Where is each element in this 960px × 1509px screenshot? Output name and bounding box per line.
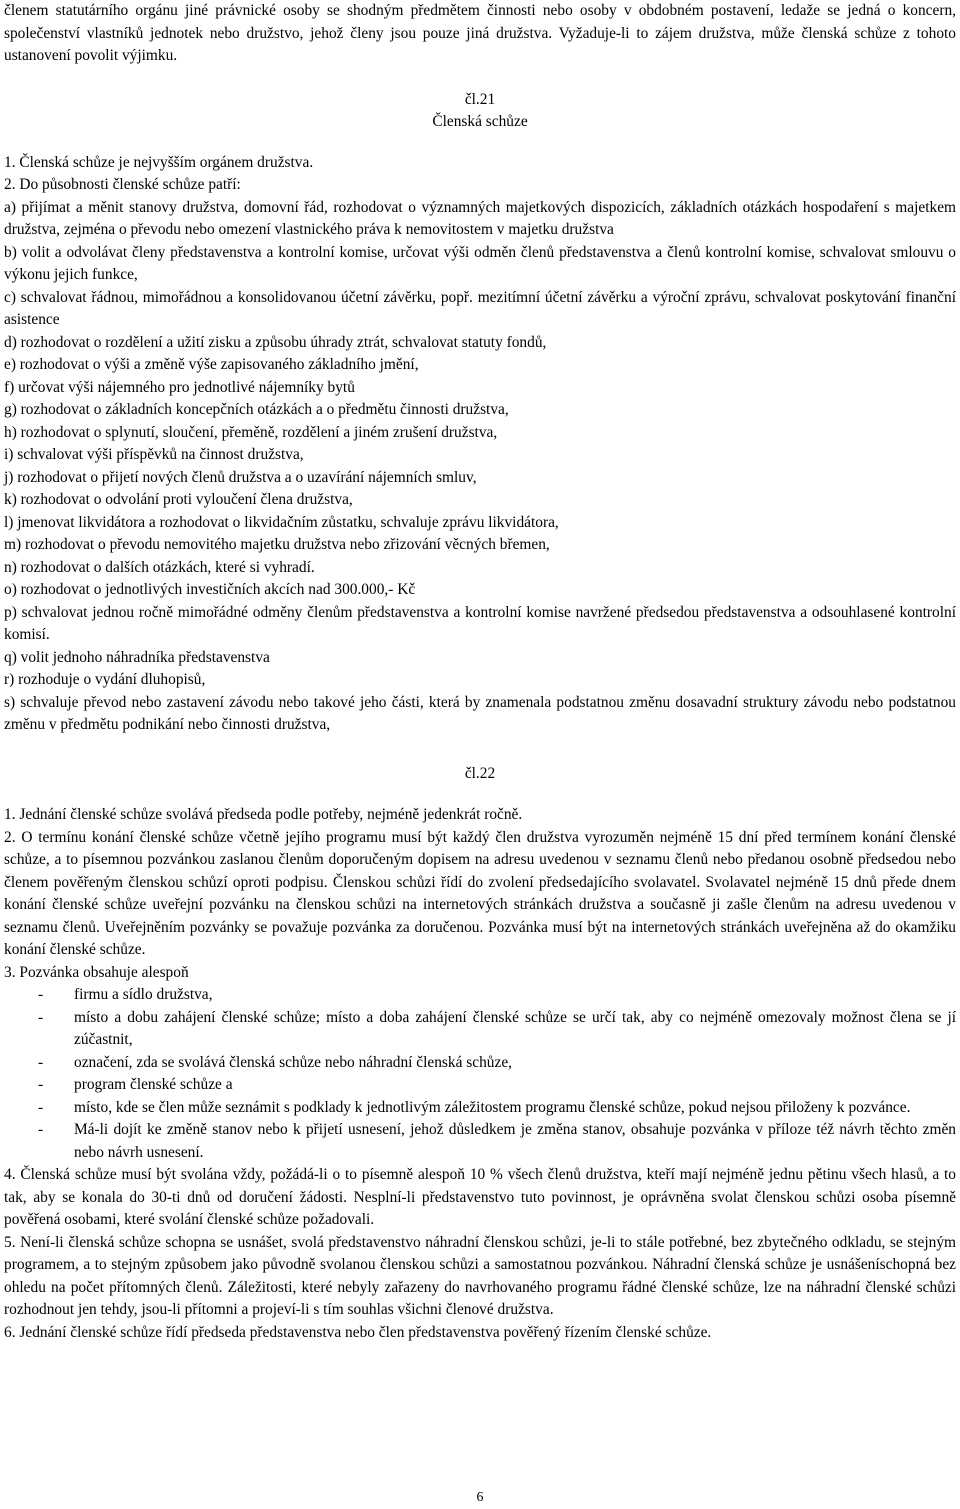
document-page bbox=[4, 0, 956, 1344]
list-item bbox=[4, 1119, 956, 1164]
list-item: e) rozhodovat o výši a změně výše zapisovaného základního jmění, bbox=[4, 356, 419, 373]
art21-paragraph-1: 1. Členská schůze je nejvyšším orgánem družstva. bbox=[4, 153, 314, 171]
list-item: h) rozhodovat o splynutí, sloučení, přeměně, rozdělení a jiném zrušení družstva, bbox=[4, 423, 498, 441]
bullet-dash: - bbox=[38, 1053, 44, 1071]
art21-paragraph-2: 2. Do působnosti členské schůze patří: bbox=[4, 176, 241, 193]
article-21-title: Členská schůze bbox=[432, 113, 528, 130]
art22-paragraph-5: 5. Není-li členská schůze schopna se usnášet, svolá představenstvo náhradní členskou schůzi, je-li to stále potřebné, bez zbytečného odkladu, se stejným programem, a to stejným způsobem jako původně svolanou členskou schůzi a samostatnou pozvánkou. Náhradní členská schůze je usnášeníschopná bez ohledu na počet přítomných členů. Záležitosti, které nebyly zařazeny do navrhovaného programu řádné členské schůze, lze na náhradní členské schůzi rozhodnout jen tehdy, jsou-li přítomni a projeví-li s tím souhlas všichni členové družstva. bbox=[4, 1233, 956, 1318]
intro-paragraph: členem statutárního orgánu jiné právnické osoby se shodným předmětem činnosti nebo osoby v obdobném postavení, ledaže se jedná o koncern, společenství vlastníků jednotek nebo družstvo, jehož členy jsou pouze jiná družstva. Vyžaduje-li to zájem družstva, může členská schůze z tohoto ustanovení povolit výjimku. bbox=[4, 2, 956, 64]
list-item-text: místo, kde se člen může seznámit s podklady k jednotlivým záležitostem programu členské schůze, pokud nejsou přiloženy k pozvánce. bbox=[74, 1098, 911, 1116]
list-item: f) určovat výši nájemného pro jednotlivé nájemníky bytů bbox=[4, 378, 355, 396]
list-item-text: firmu a sídlo družstva, bbox=[74, 986, 213, 1003]
list-item: s) schvaluje převod nebo zastavení závodu nebo takové jeho části, která by znamenala podstatnou změnu dosavadní struktury závodu nebo podstatnou změnu v předmětu podnikání nebo činnosti družstva, bbox=[4, 693, 956, 733]
list-item bbox=[4, 984, 956, 1007]
list-item bbox=[4, 1074, 956, 1097]
bullet-dash: - bbox=[38, 1098, 44, 1116]
article-21-number: čl.21 bbox=[464, 90, 496, 108]
list-item-text: Má-li dojít ke změně stanov nebo k přijetí usnesení, jehož důsledkem je změna stanov, obsahuje pozvánka v příloze též návrh těchto změn nebo návrh usnesení. bbox=[74, 1121, 956, 1161]
list-item-text: místo a dobu zahájení členské schůze; místo a doba zahájení členské schůze se určí tak, aby co nejméně omezovaly možnost člena se jí zúčastnit, bbox=[74, 1008, 956, 1048]
art21-powers-list bbox=[4, 197, 956, 737]
bullet-dash: - bbox=[38, 1121, 44, 1138]
bullet-dash: - bbox=[38, 1008, 44, 1026]
page-number: 6 bbox=[476, 1490, 484, 1505]
list-item-text: program členské schůze a bbox=[74, 1076, 233, 1093]
art22-paragraph-4: 4. Členská schůze musí být svolána vždy, požádá-li o to písemně alespoň 10 % všech členů družstva, kteří mají nejméně jednu pětinu všech hlasů, a to tak, aby se konala do 30-ti dnů od doručení žádosti. Nesplní-li představenstvo tuto povinnost, je oprávněna svolat členskou schůzi osoba písemně pověřená osobami, které svolání členské schůze požadovali. bbox=[4, 1166, 956, 1228]
list-item: j) rozhodovat o přijetí nových členů družstva a o uzavírání nájemních smluv, bbox=[4, 468, 477, 486]
list-item: r) rozhoduje o vydání dluhopisů, bbox=[4, 671, 206, 688]
list-item bbox=[4, 1097, 956, 1120]
list-item: q) volit jednoho náhradníka představenstva bbox=[4, 648, 270, 666]
list-item: m) rozhodovat o převodu nemovitého majetku družstva nebo zřizování věcných břemen, bbox=[4, 536, 550, 553]
list-item: o) rozhodovat o jednotlivých investičních akcích nad 300.000,- Kč bbox=[4, 581, 416, 598]
article-22-number: čl.22 bbox=[464, 764, 496, 782]
list-item-text: označení, zda se svolává členská schůze nebo náhradní členská schůze, bbox=[74, 1053, 513, 1071]
invitation-contents-list bbox=[4, 984, 956, 1164]
list-item: b) volit a odvolávat členy představenstva a kontrolní komise, určovat výši odměn členů představenstva a členů kontrolní komise, schvalovat smlouvu o výkonu jejich funkce, bbox=[4, 243, 956, 283]
list-item: i) schvalovat výši příspěvků na činnost družstva, bbox=[4, 446, 304, 463]
bullet-dash: - bbox=[38, 986, 44, 1003]
list-item: p) schvalovat jednou ročně mimořádné odměny členům představenstva a kontrolní komise navržené předsedou představenstva a odsouhlasené kontrolní komisí. bbox=[4, 603, 956, 643]
list-item: d) rozhodovat o rozdělení a užití zisku a způsobu úhrady ztrát, schvalovat statuty fondů, bbox=[4, 333, 547, 351]
art22-paragraph-1: 1. Jednání členské schůze svolává předseda podle potřeby, nejméně jedenkrát ročně. bbox=[4, 806, 523, 823]
list-item: l) jmenovat likvidátora a rozhodovat o likvidačním zůstatku, schvaluje zprávu likvidátora, bbox=[4, 513, 559, 531]
art22-paragraph-6: 6. Jednání členské schůze řídí předseda představenstva nebo člen představenstva pověřený řízením členské schůze. bbox=[4, 1323, 712, 1341]
art22-paragraph-2: 2. O termínu konání členské schůze včetně jejího programu musí být každý člen družstva vyrozuměn nejméně 15 dní před termínem konání členské schůze, a to písemnou pozvánkou zaslanou členům doporučeným dopisem na adresu uvedenou v seznamu členů nebo předanou osobně předsedou nebo členem pověřeným členskou schůzí oproti podpisu. Členskou schůzi řídí do zvolení předsedajícího svolavatel. Svolavatel nejméně 15 dnů přede dnem konání členské schůze uveřejní pozvánku na členskou schůzi na internetových stránkách družstva a současně ji zašle členům na adresu uvedenou v seznamu členů. Uveřejněním pozvánky se považuje pozvánka za doručenou. Pozvánka musí být na internetových stránkách uveřejněna až do okamžiku konání členské schůze. bbox=[4, 828, 956, 958]
list-item bbox=[4, 1052, 956, 1075]
list-item: c) schvalovat řádnou, mimořádnou a konsolidovanou účetní závěrku, popř. mezitímní účetní závěrku a výroční zprávu, schvalovat poskytování finanční asistence bbox=[4, 288, 956, 328]
list-item: n) rozhodovat o dalších otázkách, které si vyhradí. bbox=[4, 558, 315, 576]
list-item: g) rozhodovat o základních koncepčních otázkách a o předmětu činnosti družstva, bbox=[4, 401, 509, 418]
art22-paragraph-3: 3. Pozvánka obsahuje alespoň bbox=[4, 963, 189, 981]
list-item: a) přijímat a měnit stanovy družstva, domovní řád, rozhodovat o významných majetkových dispozicích, základních otázkách hospodaření s majetkem družstva, zejména o převodu nebo omezení vlastnického práva k nemovitostem v majetku družstva bbox=[4, 198, 956, 238]
list-item bbox=[4, 1007, 956, 1052]
bullet-dash: - bbox=[38, 1076, 44, 1093]
list-item: k) rozhodovat o odvolání proti vyloučení člena družstva, bbox=[4, 491, 353, 508]
